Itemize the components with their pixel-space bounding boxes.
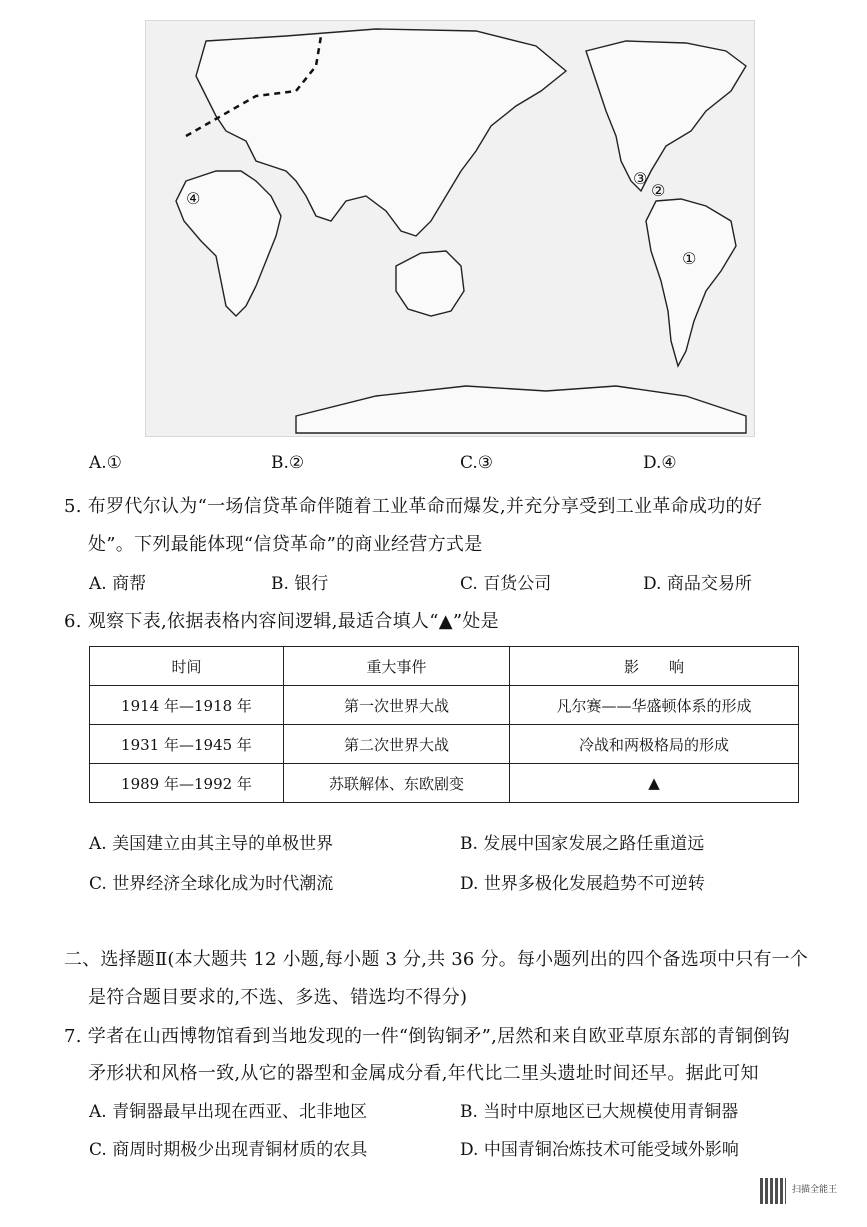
q4-option-d: D.④ (643, 453, 677, 473)
q5-stem-line1: 5. 布罗代尔认为“一场信贷革命伴随着工业革命而爆发,并充分享受到工业革命成功的好 (64, 496, 763, 517)
q4-option-c: C.③ (460, 453, 494, 473)
table-cell: 第二次世界大战 (284, 725, 510, 764)
map-marker-3: ③ (633, 169, 648, 188)
q6-option-c: C. 世界经济全球化成为时代潮流 (89, 874, 334, 894)
table-cell: 苏联解体、东欧剧变 (284, 764, 510, 803)
q5-option-d: D. 商品交易所 (643, 574, 752, 594)
q6-option-a: A. 美国建立由其主导的单极世界 (89, 834, 334, 854)
table-row (90, 764, 799, 803)
antarctica-landmass (296, 386, 746, 433)
q7-stem-line2: 矛形状和风格一致,从它的器型和金属成分看,年代比二里头遗址时间还早。据此可知 (88, 1063, 759, 1084)
table-cell: ▲ (510, 764, 799, 803)
section2-heading-line2: 是符合题目要求的,不选、多选、错选均不得分) (88, 987, 468, 1008)
table-cell: 1914 年—1918 年 (90, 686, 284, 725)
table-cell: 1931 年—1945 年 (90, 725, 284, 764)
map-marker-4: ④ (186, 189, 201, 208)
map-marker-2: ② (651, 181, 666, 200)
table-cell: 凡尔赛——华盛顿体系的形成 (510, 686, 799, 725)
australia-landmass (396, 251, 464, 316)
q6-stem: 6. 观察下表,依据表格内容间逻辑,最适合填人“▲”处是 (64, 611, 499, 632)
north-america-landmass (586, 41, 746, 191)
q7-option-b: B. 当时中原地区已大规模使用青铜器 (460, 1102, 739, 1122)
scanner-watermark: 扫描全能王 (792, 1185, 838, 1195)
q5-option-a: A. 商帮 (89, 574, 147, 594)
table-row (90, 686, 799, 725)
q7-option-a: A. 青铜器最早出现在西亚、北非地区 (89, 1102, 368, 1122)
q6-table (89, 646, 799, 803)
table-row (90, 725, 799, 764)
table-header-row (90, 647, 799, 686)
table-cell: 冷战和两极格局的形成 (510, 725, 799, 764)
map-marker-1: ① (682, 249, 697, 268)
q7-option-d: D. 中国青铜冶炼技术可能受域外影响 (460, 1140, 739, 1160)
q4-option-a: A.① (89, 453, 122, 473)
q5-option-b: B. 银行 (271, 574, 329, 594)
q5-option-c: C. 百货公司 (460, 574, 552, 594)
table-header-cell: 时间 (90, 647, 284, 686)
table-header-cell: 影 响 (510, 647, 799, 686)
world-map (145, 20, 755, 437)
qr-code-icon (760, 1178, 786, 1204)
q6-option-d: D. 世界多极化发展趋势不可逆转 (460, 874, 705, 894)
south-america-landmass (646, 199, 736, 366)
q7-stem-line1: 7. 学者在山西博物馆看到当地发现的一件“倒钩铜矛”,居然和来自欧亚草原东部的青铜倒钩 (64, 1026, 790, 1047)
q7-option-c: C. 商周时期极少出现青铜材质的农具 (89, 1140, 368, 1160)
table-cell: 第一次世界大战 (284, 686, 510, 725)
section2-heading-line1: 二、选择题Ⅱ(本大题共 12 小题,每小题 3 分,共 36 分。每小题列出的四个备选项中只有一个 (64, 949, 809, 970)
table-header-cell: 重大事件 (284, 647, 510, 686)
q4-option-b: B.② (271, 453, 305, 473)
world-map-drawing (146, 21, 754, 436)
table-cell: 1989 年—1992 年 (90, 764, 284, 803)
q5-stem-line2: 处”。下列最能体现“信贷革命”的商业经营方式是 (88, 534, 483, 555)
q6-option-b: B. 发展中国家发展之路任重道远 (460, 834, 705, 854)
